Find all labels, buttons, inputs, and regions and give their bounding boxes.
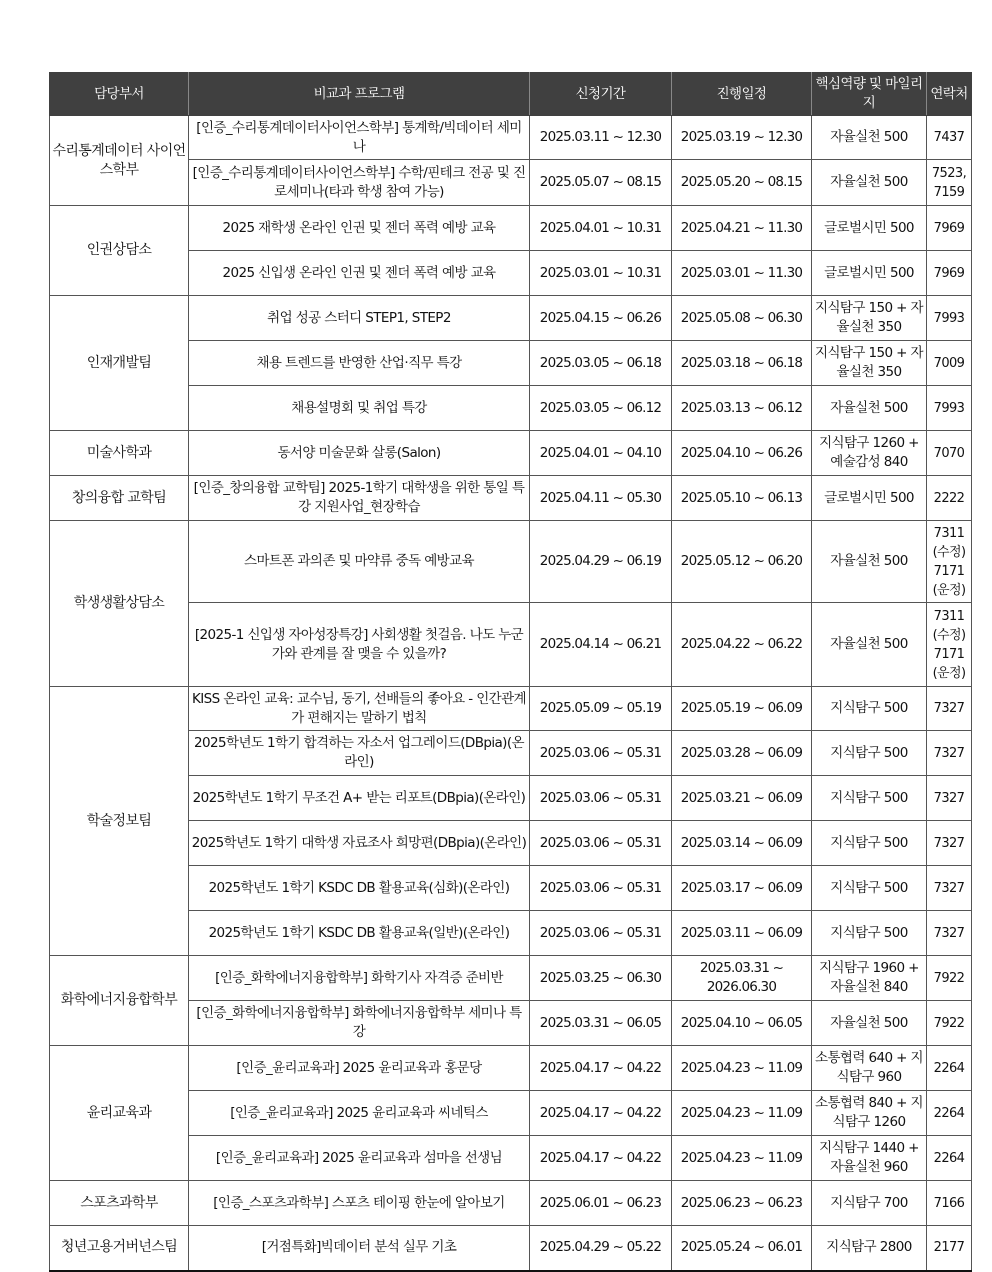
table-row: [50, 911, 972, 956]
table-row: [50, 1046, 972, 1091]
mileage-cell: 지식탐구 500: [812, 731, 927, 776]
schedule-cell: 2025.03.28 ~ 06.09: [672, 731, 812, 776]
department-cell: 학생생활상담소: [50, 521, 189, 687]
apply-period-cell: 2025.04.14 ~ 06.21: [530, 603, 672, 687]
contact-cell: 7327: [927, 866, 972, 911]
table-row: [50, 1181, 972, 1226]
contact-cell: 7327: [927, 821, 972, 866]
mileage-cell: 자율실천 500: [812, 386, 927, 431]
mileage-cell: 지식탐구 500: [812, 821, 927, 866]
table-row: [50, 206, 972, 251]
apply-period-cell: 2025.04.29 ~ 05.22: [530, 1226, 672, 1271]
mileage-cell: 자율실천 500: [812, 521, 927, 603]
schedule-cell: 2025.04.21 ~ 11.30: [672, 206, 812, 251]
department-cell: 미술사학과: [50, 431, 189, 476]
table-row: [50, 956, 972, 1001]
mileage-cell: 지식탐구 700: [812, 1181, 927, 1226]
program-title-cell: 채용설명회 및 취업 특강: [189, 386, 530, 431]
apply-period-cell: 2025.03.25 ~ 06.30: [530, 956, 672, 1001]
contact-cell: 7327: [927, 687, 972, 731]
table-body: [50, 116, 972, 1271]
contact-cell: 2264: [927, 1046, 972, 1091]
apply-period-cell: 2025.03.01 ~ 10.31: [530, 251, 672, 296]
table-row: [50, 386, 972, 431]
header-row: [50, 73, 972, 116]
mileage-cell: 소통협력 640 + 지식탐구 960: [812, 1046, 927, 1091]
department-cell: 화학에너지융합학부: [50, 956, 189, 1046]
contact-cell: 7922: [927, 1001, 972, 1046]
program-title-cell: 2025학년도 1학기 대학생 자료조사 희망편(DBpia)(온라인): [189, 821, 530, 866]
mileage-cell: 소통협력 840 + 지식탐구 1260: [812, 1091, 927, 1136]
apply-period-cell: 2025.04.17 ~ 04.22: [530, 1136, 672, 1181]
schedule-cell: 2025.05.08 ~ 06.30: [672, 296, 812, 341]
contact-cell: 7437: [927, 116, 972, 160]
program-title-cell: [인증_수리통계데이터사이언스학부] 수학/핀테크 전공 및 진로세미나(타과 학생 참여 가능): [189, 160, 530, 206]
department-cell: 인재개발팀: [50, 296, 189, 431]
apply-period-cell: 2025.03.06 ~ 05.31: [530, 866, 672, 911]
department-cell: 스포츠과학부: [50, 1181, 189, 1226]
table-row: [50, 821, 972, 866]
program-title-cell: 2025 재학생 온라인 인권 및 젠더 폭력 예방 교육: [189, 206, 530, 251]
department-cell: 창의융합 교학팀: [50, 476, 189, 521]
table-row: [50, 776, 972, 821]
mileage-cell: 자율실천 500: [812, 160, 927, 206]
schedule-cell: 2025.05.10 ~ 06.13: [672, 476, 812, 521]
mileage-cell: 자율실천 500: [812, 116, 927, 160]
mileage-cell: 지식탐구 150 + 자율실천 350: [812, 296, 927, 341]
mileage-cell: 글로벌시민 500: [812, 476, 927, 521]
contact-cell: 7311 (수정) 7171 (운정): [927, 603, 972, 687]
mileage-cell: 글로벌시민 500: [812, 251, 927, 296]
contact-cell: 2264: [927, 1136, 972, 1181]
contact-cell: 7993: [927, 296, 972, 341]
apply-period-cell: 2025.04.17 ~ 04.22: [530, 1046, 672, 1091]
apply-period-cell: 2025.04.17 ~ 04.22: [530, 1091, 672, 1136]
apply-period-cell: 2025.05.09 ~ 05.19: [530, 687, 672, 731]
program-title-cell: 동서양 미술문화 살롱(Salon): [189, 431, 530, 476]
table-row: [50, 731, 972, 776]
program-title-cell: [인증_창의융합 교학팀] 2025-1학기 대학생을 위한 통일 특강 지원사업_현장학습: [189, 476, 530, 521]
program-title-cell: [2025-1 신입생 자아성장특강] 사회생활 첫걸음. 나도 누군가와 관계를 잘 맺을 수 있을까?: [189, 603, 530, 687]
mileage-cell: 지식탐구 500: [812, 911, 927, 956]
table-header: [50, 73, 972, 116]
mileage-cell: 지식탐구 1960 + 자율실천 840: [812, 956, 927, 1001]
table-row: [50, 341, 972, 386]
apply-period-cell: 2025.03.06 ~ 05.31: [530, 776, 672, 821]
apply-period-cell: 2025.04.29 ~ 06.19: [530, 521, 672, 603]
apply-period-cell: 2025.05.07 ~ 08.15: [530, 160, 672, 206]
program-title-cell: 2025학년도 1학기 KSDC DB 활용교육(심화)(온라인): [189, 866, 530, 911]
contact-cell: 7311 (수정) 7171 (운정): [927, 521, 972, 603]
schedule-cell: 2025.03.11 ~ 06.09: [672, 911, 812, 956]
contact-cell: 7969: [927, 251, 972, 296]
mileage-cell: 자율실천 500: [812, 603, 927, 687]
department-cell: 인권상담소: [50, 206, 189, 296]
table-row: [50, 687, 972, 731]
apply-period-cell: 2025.04.01 ~ 10.31: [530, 206, 672, 251]
program-title-cell: 2025학년도 1학기 합격하는 자소서 업그레이드(DBpia)(온라인): [189, 731, 530, 776]
mileage-cell: 지식탐구 1440 + 자율실천 960: [812, 1136, 927, 1181]
table-row: [50, 1091, 972, 1136]
apply-period-cell: 2025.03.05 ~ 06.18: [530, 341, 672, 386]
header-schedule: 진행일정: [672, 73, 812, 116]
header-mileage: 핵심역량 및 마일리지: [812, 73, 927, 116]
table-row: [50, 251, 972, 296]
schedule-cell: 2025.03.14 ~ 06.09: [672, 821, 812, 866]
apply-period-cell: 2025.06.01 ~ 06.23: [530, 1181, 672, 1226]
department-cell: 청년고용거버넌스팀: [50, 1226, 189, 1271]
program-title-cell: 2025학년도 1학기 무조건 A+ 받는 리포트(DBpia)(온라인): [189, 776, 530, 821]
schedule-cell: 2025.05.12 ~ 06.20: [672, 521, 812, 603]
apply-period-cell: 2025.03.06 ~ 05.31: [530, 821, 672, 866]
table-row: [50, 866, 972, 911]
mileage-cell: 지식탐구 1260 + 예술감성 840: [812, 431, 927, 476]
schedule-cell: 2025.05.20 ~ 08.15: [672, 160, 812, 206]
contact-cell: 7327: [927, 776, 972, 821]
contact-cell: 7070: [927, 431, 972, 476]
table-row: [50, 1136, 972, 1181]
schedule-cell: 2025.03.31 ~ 2026.06.30: [672, 956, 812, 1001]
schedule-cell: 2025.05.24 ~ 06.01: [672, 1226, 812, 1271]
table-row: [50, 296, 972, 341]
contact-cell: 7922: [927, 956, 972, 1001]
mileage-cell: 지식탐구 500: [812, 776, 927, 821]
header-program: 비교과 프로그램: [189, 73, 530, 116]
schedule-cell: 2025.04.23 ~ 11.09: [672, 1091, 812, 1136]
apply-period-cell: 2025.04.15 ~ 06.26: [530, 296, 672, 341]
schedule-cell: 2025.04.10 ~ 06.05: [672, 1001, 812, 1046]
schedule-cell: 2025.03.21 ~ 06.09: [672, 776, 812, 821]
mileage-cell: 지식탐구 500: [812, 866, 927, 911]
apply-period-cell: 2025.04.01 ~ 04.10: [530, 431, 672, 476]
contact-cell: 7327: [927, 911, 972, 956]
department-cell: 윤리교육과: [50, 1046, 189, 1181]
contact-cell: 7327: [927, 731, 972, 776]
program-title-cell: 채용 트렌드를 반영한 산업·직무 특강: [189, 341, 530, 386]
program-title-cell: [인증_화학에너지융합학부] 화학기사 자격증 준비반: [189, 956, 530, 1001]
schedule-cell: 2025.05.19 ~ 06.09: [672, 687, 812, 731]
schedule-cell: 2025.03.17 ~ 06.09: [672, 866, 812, 911]
table-row: [50, 160, 972, 206]
schedule-cell: 2025.03.01 ~ 11.30: [672, 251, 812, 296]
schedule-cell: 2025.04.22 ~ 06.22: [672, 603, 812, 687]
program-title-cell: [인증_스포츠과학부] 스포츠 테이핑 한눈에 알아보기: [189, 1181, 530, 1226]
table-row: [50, 116, 972, 160]
contact-cell: 7969: [927, 206, 972, 251]
schedule-cell: 2025.03.19 ~ 12.30: [672, 116, 812, 160]
table-row: [50, 1226, 972, 1271]
program-title-cell: [인증_윤리교육과] 2025 윤리교육과 씨네틱스: [189, 1091, 530, 1136]
apply-period-cell: 2025.03.05 ~ 06.12: [530, 386, 672, 431]
contact-cell: 2264: [927, 1091, 972, 1136]
program-title-cell: 스마트폰 과의존 및 마약류 중독 예방교육: [189, 521, 530, 603]
header-department: 담당부서: [50, 73, 189, 116]
table-row: [50, 476, 972, 521]
mileage-cell: 지식탐구 150 + 자율실천 350: [812, 341, 927, 386]
mileage-cell: 지식탐구 500: [812, 687, 927, 731]
contact-cell: 7009: [927, 341, 972, 386]
mileage-cell: 글로벌시민 500: [812, 206, 927, 251]
schedule-cell: 2025.06.23 ~ 06.23: [672, 1181, 812, 1226]
contact-cell: 7523, 7159: [927, 160, 972, 206]
schedule-cell: 2025.03.18 ~ 06.18: [672, 341, 812, 386]
program-title-cell: 취업 성공 스터디 STEP1, STEP2: [189, 296, 530, 341]
department-cell: 수리통계데이터 사이언스학부: [50, 116, 189, 206]
table-row: [50, 603, 972, 687]
contact-cell: 7166: [927, 1181, 972, 1226]
program-table: [49, 72, 972, 1272]
program-title-cell: [인증_화학에너지융합학부] 화학에너지융합학부 세미나 특강: [189, 1001, 530, 1046]
apply-period-cell: 2025.03.06 ~ 05.31: [530, 731, 672, 776]
table-row: [50, 1001, 972, 1046]
program-title-cell: [거점특화]빅데이터 분석 실무 기초: [189, 1226, 530, 1271]
table-row: [50, 521, 972, 603]
schedule-cell: 2025.04.23 ~ 11.09: [672, 1046, 812, 1091]
apply-period-cell: 2025.03.11 ~ 12.30: [530, 116, 672, 160]
program-title-cell: [인증_윤리교육과] 2025 윤리교육과 홍문당: [189, 1046, 530, 1091]
schedule-cell: 2025.04.23 ~ 11.09: [672, 1136, 812, 1181]
contact-cell: 2222: [927, 476, 972, 521]
apply-period-cell: 2025.04.11 ~ 05.30: [530, 476, 672, 521]
program-title-cell: 2025학년도 1학기 KSDC DB 활용교육(일반)(온라인): [189, 911, 530, 956]
mileage-cell: 지식탐구 2800: [812, 1226, 927, 1271]
table-row: [50, 431, 972, 476]
program-title-cell: KISS 온라인 교육: 교수님, 동기, 선배들의 좋아요 - 인간관계가 편해지는 말하기 법칙: [189, 687, 530, 731]
contact-cell: 7993: [927, 386, 972, 431]
department-cell: 학술정보팀: [50, 687, 189, 956]
schedule-cell: 2025.04.10 ~ 06.26: [672, 431, 812, 476]
program-title-cell: [인증_윤리교육과] 2025 윤리교육과 섬마을 선생님: [189, 1136, 530, 1181]
schedule-cell: 2025.03.13 ~ 06.12: [672, 386, 812, 431]
apply-period-cell: 2025.03.06 ~ 05.31: [530, 911, 672, 956]
header-contact: 연락처: [927, 73, 972, 116]
header-apply-period: 신청기간: [530, 73, 672, 116]
program-title-cell: [인증_수리통계데이터사이언스학부] 통계학/빅데이터 세미나: [189, 116, 530, 160]
program-title-cell: 2025 신입생 온라인 인권 및 젠더 폭력 예방 교육: [189, 251, 530, 296]
apply-period-cell: 2025.03.31 ~ 06.05: [530, 1001, 672, 1046]
contact-cell: 2177: [927, 1226, 972, 1271]
mileage-cell: 자율실천 500: [812, 1001, 927, 1046]
